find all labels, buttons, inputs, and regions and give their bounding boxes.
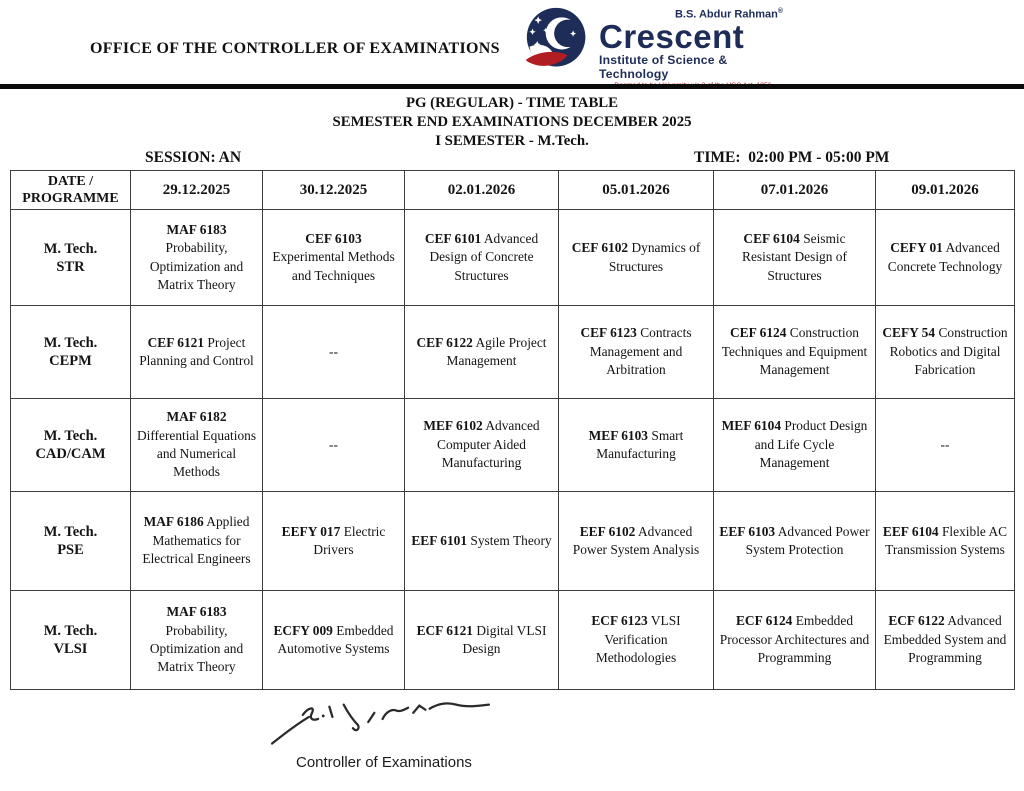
date-header: 05.01.2026 [559,171,714,210]
course-code: MAF 6183 [166,604,227,620]
course-cell [714,492,876,591]
course-code: CEF 6121 [147,334,205,350]
programme-line1: M. Tech. [43,240,98,257]
course-title: Agile Project Management [446,334,547,368]
date-header: 30.12.2025 [263,171,405,210]
course-code: CEF 6101 [424,230,482,246]
table-row-cepm [11,306,1015,399]
course-title: Smart Manufacturing [596,427,684,461]
programme-line1: M. Tech. [43,335,98,351]
crescent-emblem-icon [524,6,592,74]
course-cell [559,591,714,690]
course-code: CEF 6103 [305,230,362,246]
course-title: Dynamics of Structures [608,240,701,274]
date-header: 02.01.2026 [405,171,559,210]
programme-cell [11,210,131,306]
course-cell [714,306,876,399]
course-cell [876,492,1015,591]
course-cell [559,210,714,306]
doc-title-line3: I SEMESTER - M.Tech. [435,133,589,149]
title-block [0,94,1024,151]
corner-header: DATE / PROGRAMME [11,171,131,210]
course-code: MEF 6103 [588,427,649,443]
course-code: ECF 6122 [888,613,945,629]
logo-brand-sub: Institute of Science & Technology [599,52,728,81]
course-code: ECF 6124 [735,613,793,629]
programme-line2: CEPM [49,353,92,369]
course-code: ECF 6121 [416,622,473,638]
table-row-cadcam [11,399,1015,492]
programme-line1: M. Tech. [43,524,98,540]
course-code: CEFY 01 [890,240,943,256]
signatory-label: Controller of Examinations [296,754,472,771]
programme-line1: M. Tech. [43,428,98,444]
logo-text [599,6,787,90]
course-cell [263,591,405,690]
course-title: Digital VLSI Design [462,622,547,656]
course-cell [131,591,263,690]
course-cell [263,399,405,492]
course-cell [405,306,559,399]
course-title: Experimental Methods and Techniques [272,249,395,283]
programme-line2: PSE [57,542,84,558]
course-title: Project Planning and Control [139,334,254,368]
course-code: CEF 6122 [416,334,473,350]
course-cell [131,306,263,399]
course-title: Contracts Management and Arbitration [589,325,692,378]
office-title: OFFICE OF THE CONTROLLER OF EXAMINATIONS [90,40,500,57]
course-cell [714,210,876,306]
course-title: Advanced Embedded System and Programming [883,613,1007,666]
institute-logo [524,6,787,90]
course-cell [876,306,1015,399]
course-code: MEF 6104 [721,418,782,434]
course-title: Construction Techniques and Equipment Management [721,325,868,378]
course-code: EEF 6104 [882,523,939,539]
time-label: TIME: 02:00 PM - 05:00 PM [694,149,890,166]
course-code: EEF 6101 [411,532,468,548]
course-title: Probability, Optimization and Matrix Theory [149,240,244,292]
course-cell [263,492,405,591]
course-title: Advanced Design of Concrete Structures [429,230,539,283]
course-cell [714,591,876,690]
course-code: CEF 6123 [580,325,637,341]
course-code: MAF 6183 [166,221,227,237]
course-cell [131,210,263,306]
table-row-str [11,210,1015,306]
logo-brand-top-text: B.S. Abdur Rahman [674,8,778,21]
table-row-vlsi [11,591,1015,690]
course-code: EEF 6102 [579,523,636,539]
course-code: ECF 6123 [591,613,648,629]
timetable [10,170,1015,690]
doc-title-line2: SEMESTER END EXAMINATIONS DECEMBER 2025 [332,114,692,130]
registered-mark: ® [777,8,783,15]
course-title: VLSI Verification Methodologies [595,613,681,666]
date-header: 29.12.2025 [131,171,263,210]
course-title: Advanced Power System Analysis [572,523,700,557]
course-title: Embedded Automotive Systems [277,622,394,656]
course-title: Advanced Concrete Technology [887,240,1003,274]
date-header: 07.01.2026 [714,171,876,210]
course-cell [876,591,1015,690]
course-title: Embedded Processor Architectures and Programming [719,613,870,666]
course-title: System Theory [470,532,552,548]
course-cell [559,399,714,492]
session-label: SESSION: AN [145,149,242,166]
course-title: Probability, Optimization and Matrix Theory [149,622,244,675]
course-cell [405,210,559,306]
programme-line2: STR [56,258,85,275]
signature-icon [268,690,493,752]
logo-brand-name: Crescent [599,17,745,55]
course-title: Seismic Resistant Design of Structures [742,230,847,283]
course-title: -- [329,436,338,452]
course-code: MAF 6186 [143,514,204,530]
date-header: 09.01.2026 [876,171,1015,210]
course-title: Differential Equations and Numerical Methods [136,427,257,480]
course-title: Construction Robotics and Digital Fabrication [889,325,1008,378]
course-code: CEF 6102 [571,240,629,256]
course-code: CEFY 54 [882,325,936,341]
course-code: CEF 6104 [743,230,800,246]
programme-line1: M. Tech. [43,623,98,639]
course-cell [405,399,559,492]
course-cell [131,399,263,492]
course-title: -- [329,343,338,359]
course-title: Product Design and Life Cycle Management [754,418,868,471]
programme-cell [11,306,131,399]
course-cell [876,399,1015,492]
course-code: ECFY 009 [273,622,333,638]
course-title: Applied Mathematics for Electrical Engineers [142,514,251,567]
table-row-pse [11,492,1015,591]
course-cell [263,210,405,306]
table-header-row [11,171,1015,210]
course-title: Flexible AC Transmission Systems [885,523,1008,557]
course-title: Advanced Computer Aided Manufacturing [437,418,540,471]
course-title: -- [940,436,950,452]
course-code: EEF 6103 [719,523,776,539]
course-cell [263,306,405,399]
programme-line2: VLSI [53,641,88,657]
course-cell [714,399,876,492]
programme-line2: CAD/CAM [35,446,106,462]
course-cell [131,492,263,591]
programme-cell [11,399,131,492]
course-title: Electric Drivers [313,523,386,557]
course-code: MAF 6182 [166,409,227,425]
course-code: CEF 6124 [730,325,787,341]
course-cell [559,492,714,591]
course-code: MEF 6102 [423,418,483,434]
programme-cell [11,591,131,690]
course-cell [876,210,1015,306]
signature-block [268,690,508,771]
programme-cell [11,492,131,591]
course-cell [405,492,559,591]
course-code: EEFY 017 [281,523,341,539]
doc-title-line1: PG (REGULAR) - TIME TABLE [405,95,619,111]
divider-bar [0,84,1024,89]
course-cell [405,591,559,690]
course-cell [559,306,714,399]
course-title: Advanced Power System Protection [745,523,870,557]
